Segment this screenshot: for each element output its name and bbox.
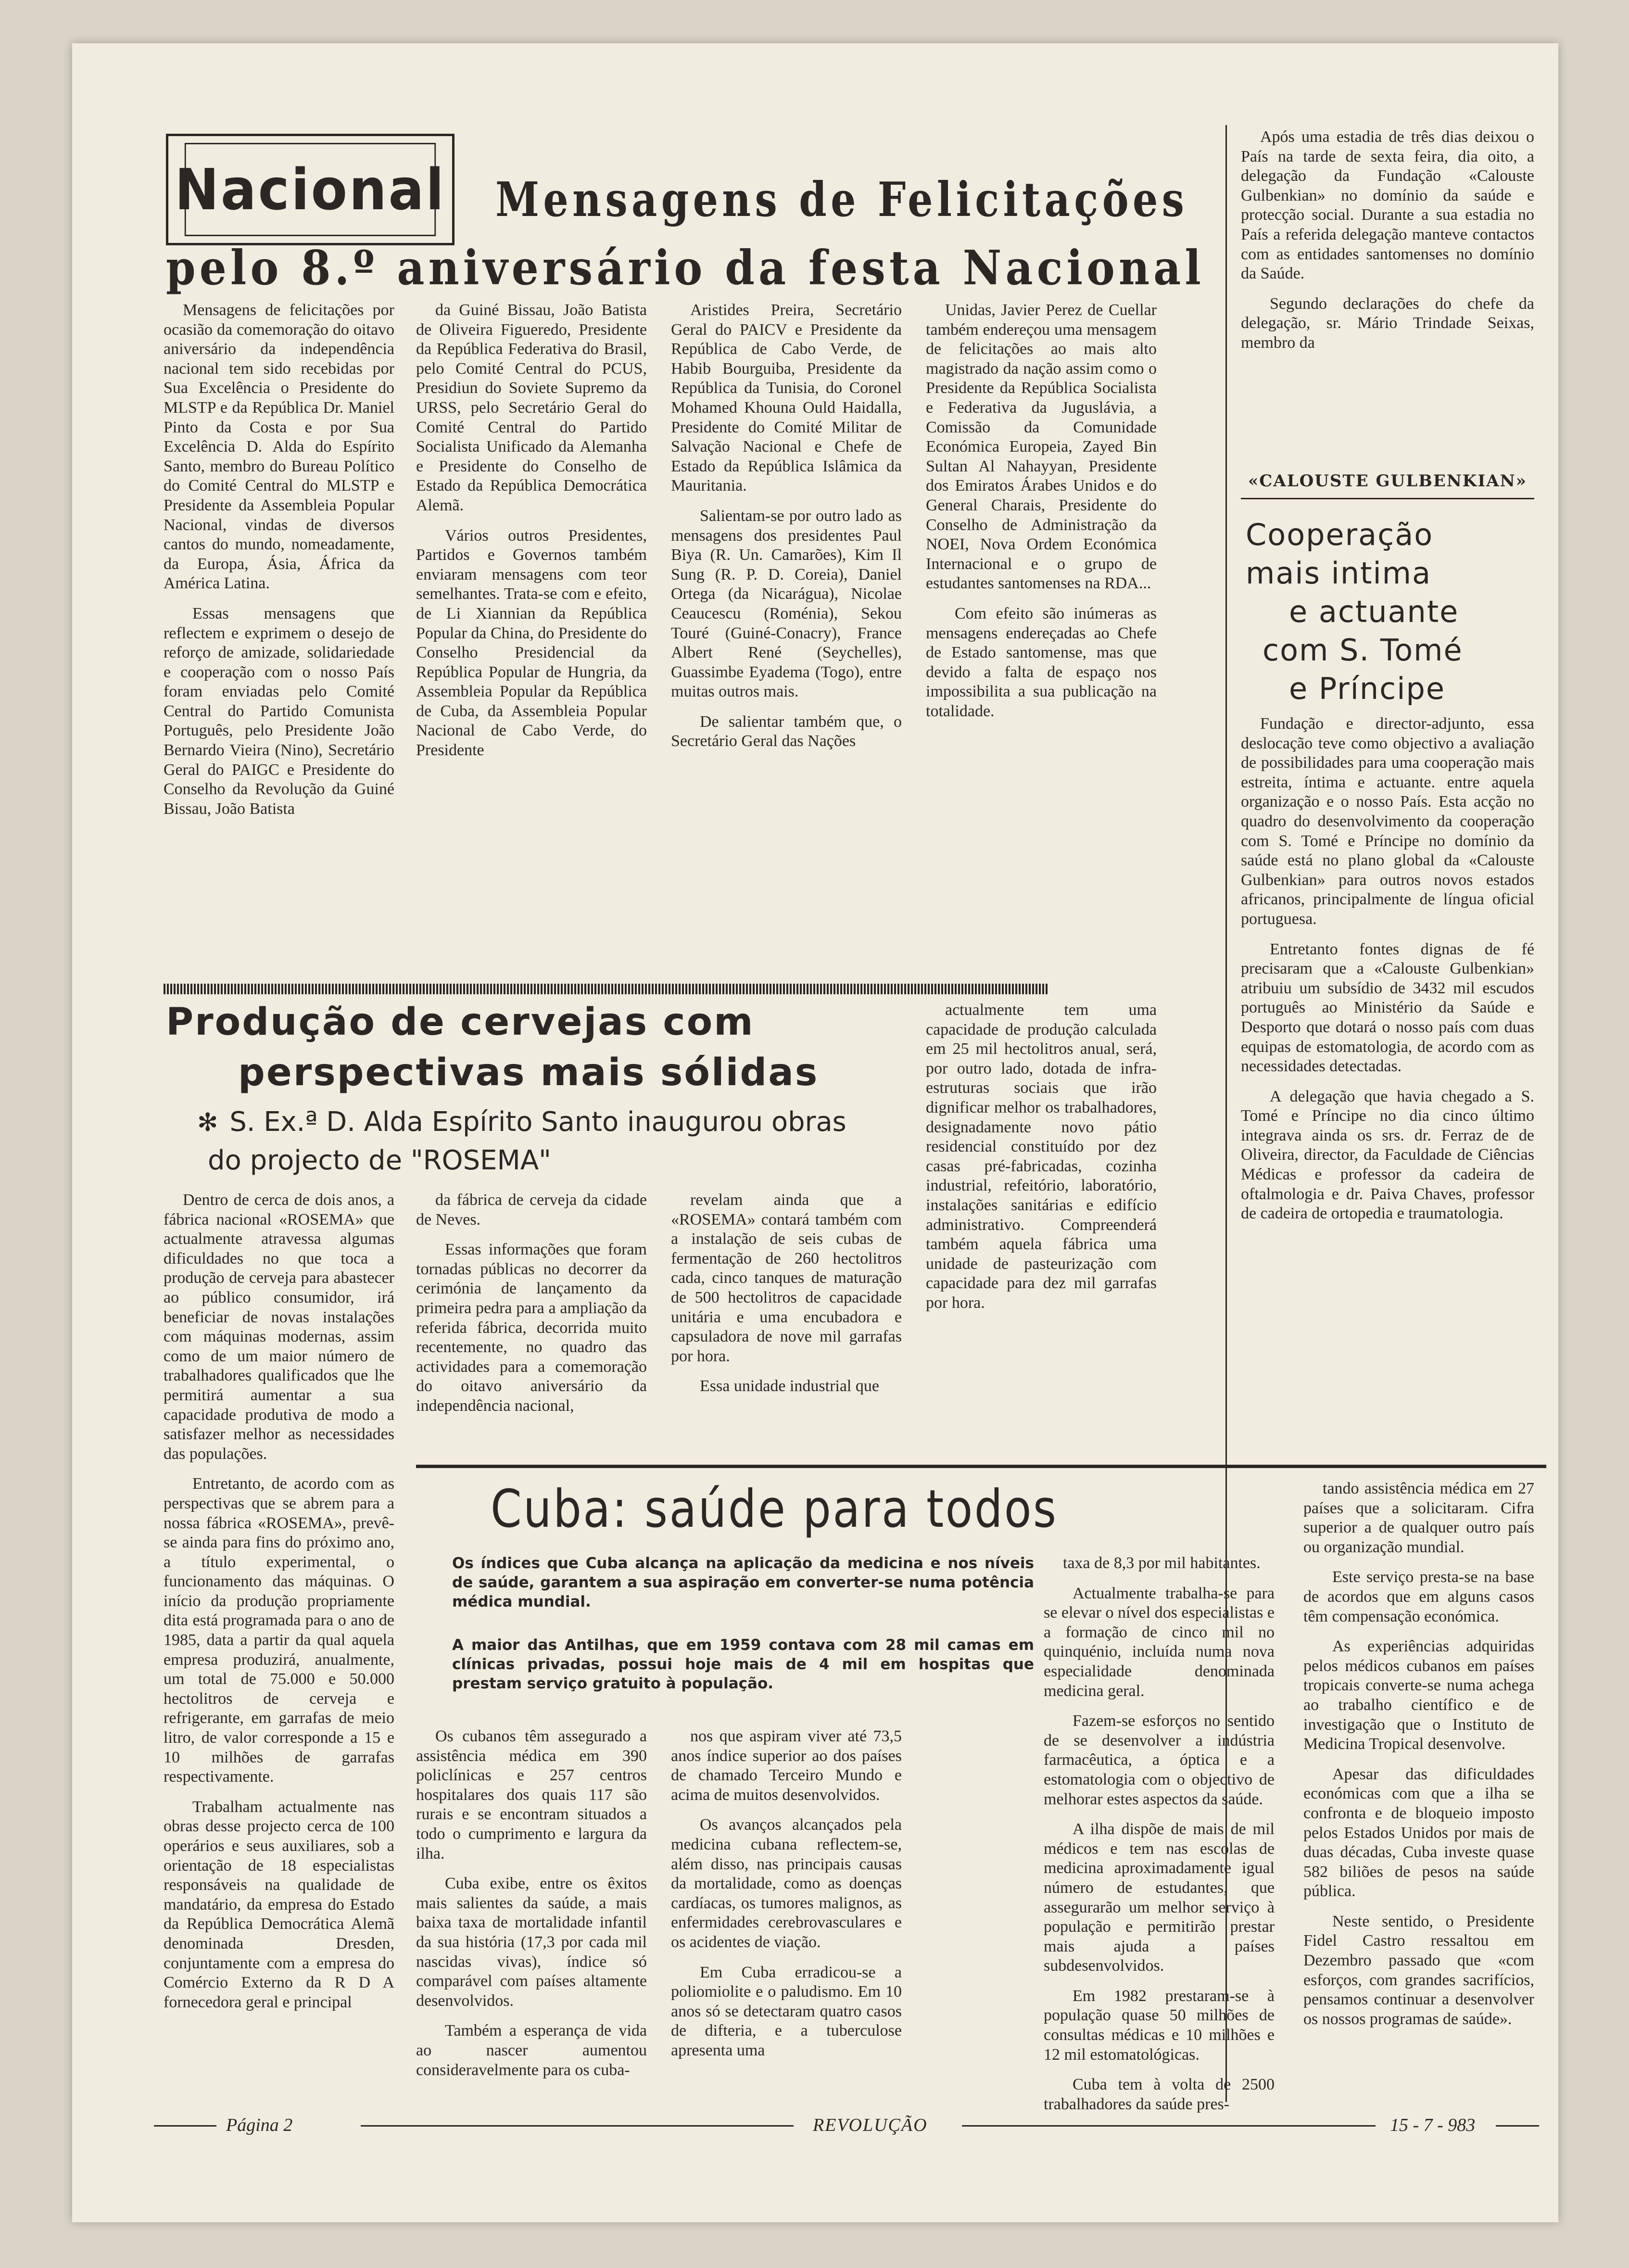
newspaper-page: [72, 43, 1558, 2222]
article4-headline-line2: mais intima: [1246, 556, 1432, 591]
article3-headline: Cuba: saúde para todos: [491, 1479, 1058, 1539]
article3-column: nos que aspiram viver até 73,5 anos índice superior ao dos países de chamado Terceiro Mundo e acima de muitos desenvolvidos. Os avanços alcançados pela medicina cubana reflectem-se, além disso, nas principais causas da mortalidade, como as doenças cardíacas, os tumores malignos, as enfermidades cerebrovasculares e os acidentes de viação. Em Cuba erradicou-se a poliomiolite e o paludismo. Em 10 anos só se detectaram quatro casos de difteria, e a tuberculose apresenta uma: [671, 1727, 902, 2059]
article2-headline-line2: perspectivas mais sólidas: [238, 1051, 819, 1094]
emblem-underline: [1241, 498, 1534, 499]
article4-headline-line1: Cooperação: [1246, 517, 1434, 552]
article2-column: revelam ainda que a «ROSEMA» contará também com a instalação de seis cubas de fermentação de 260 hectolitros cada, cinco tanques de maturação de 500 hectolitros de capacidade unitária e uma encubadora e capsuladora de nove mil garrafas por hora. Essa unidade industrial que: [671, 1191, 902, 1395]
section-label: Nacional: [185, 143, 436, 236]
footer-date: 15 - 7 - 983: [1390, 2115, 1476, 2135]
article1-column: Mensagens de felicitações por ocasião da comemoração do oitavo aniversário da independência nacional tem sido recebidas por Sua Excelência o Presidente do MLSTP e da República Dr. Maniel Pinto da Costa e por Sua Excelência D. Alda do Espírito Santo, membro do Bureau Político do Comité Central do MLSTP e Presidente da Assembleia Popular Nacional, vindas de diversos cantos do mundo, nomeadamente, da Europa, Ásia, África da América Latina. Essas mensagens que reflectem e exprimem o desejo de reforço de amizade, solidariedade e cooperação com o nosso País foram enviadas pelo Comité Central do Partido Comunista Português, pelo Presidente João Bernardo Vieira (Nino), Secretário Geral do PAIGC e Presidente do Conselho da Revolução da Guiné Bissau, João Batista: [164, 301, 394, 818]
footer-line-mid-right: [962, 2125, 1376, 2127]
article3-column: Os cubanos têm assegurado a assistência médica em 390 policlínicas e 257 centros hospitalares dos quais 117 são rurais e se encontram situados a todo o cumprimento e largura da ilha. Cuba exibe, entre os êxitos mais salientes da saúde, a mais baixa taxa de mortalidade infantil da sua história (17,3 por cada mil nascidas vivas), índice só comparável com países altamente desenvolvidos. Também a esperança de vida ao nascer aumentou consideravelmente para os cuba-: [416, 1727, 647, 2079]
footer-line-mid-left: [361, 2125, 794, 2127]
asterisk-icon: ✻: [197, 1108, 218, 1137]
article2-column: da fábrica de cerveja da cidade de Neves. Essas informações que foram tornadas públicas no decorrer da cerimónia de lançamento da primeira pedra para a ampliação da referida fábrica, decorrida muito recentemente, no quadro das actividades para a comemoração do oitavo aniversário da independência nacional,: [416, 1191, 647, 1415]
article4-headline-line3: e actuante: [1289, 594, 1459, 629]
article1-column: da Guiné Bissau, João Batista de Oliveira Figueredo, Presidente da República Federativa do Brasil, pelo Comité Central do PCUS, Presidiun do Soviete Supremo da URSS, pelo Secretário Geral do Comité Central do Partido Socialista Unificado da Alemanha e Presidente do Conselho de Estado da República Democrática Alemã. Vários outros Presidentes, Partidos e Governos também enviaram mensagens com teor semelhantes. Trata-se com e efeito, de Li Xiannian da República Popular da China, do Presidente do Conselho Presidencial da República Popular de Hungria, da Assembleia Popular da República de Cuba, da Assembleia Popular Nacional de Cabo Verde, do Presidente: [416, 301, 647, 760]
footer-line-right: [1496, 2125, 1539, 2127]
article3-intro-1: Os índices que Cuba alcança na aplicação da medicina e nos níveis de saúde, garantem a sua aspiração em converter-se numa potência médica mundial.: [452, 1555, 1034, 1610]
article1-headline-line1: Mensagens de Felicitações: [495, 172, 1188, 228]
article2-subhead-line2: do projecto de "ROSEMA": [208, 1145, 551, 1176]
article4-headline-line4: com S. Tomé: [1263, 633, 1463, 668]
article2-column: actualmente tem uma capacidade de produção calculada em 25 mil hectolitros anual, será, por outro lado, dotada de infra-estruturas sociais que irão dignificar melhor os trabalhadores, designadamente novo pátio residencial constituído por dez casas pré-fabricadas, cozinha industrial, refeitório, laboratório, instalações sanitárias e edifício administrativo. Compreenderá também aquela fábrica uma unidade de pasteurização com capacidade para dez mil garrafas por hora.: [926, 1001, 1157, 1312]
section-label-box: [166, 134, 455, 245]
article1-column: Aristides Preira, Secretário Geral do PAICV e Presidente da República de Cabo Verde, de Habib Bourguiba, Presidente da República da Tunisia, do Coronel Mohamed Khouna Ould Haidalla, Presidente do Comité Militar de Salvação Nacional e Chefe de Estado da República Islâmica da Mauritania. Salientam-se por outro lado as mensagens dos presidentes Paul Biya (R. Un. Camarões), Kim Il Sung (R. P. D. Coreia), Daniel Ortega (da Nicarágua), Nicolae Ceaucescu (Roménia), Sekou Touré (Guiné-Conacry), France Albert René (Seychelles), Guassimbe Eyadema (Togo), entre muitas outros mais. De salientar também que, o Secretário Geral das Nações: [671, 301, 902, 750]
section-divider: [416, 1465, 1546, 1468]
article4-column-bottom: Fundação e director-adjunto, essa deslocação teve como objectivo a avaliação de possibilidades para uma cooperação mais estreita, íntima e actuante. entre aquela organização e o nosso País. Esta acção no quadro do desenvolvimento da cooperação com S. Tomé e Príncipe no domínio da saúde está no plano global da «Calouste Gulbenkian» para outros novos estados africanos, principalmente de língua oficial portuguesa. Entretanto fontes dignas de fé precisaram que a «Calouste Gulbenkian» atribuiu um subsídio de 3432 mil escudos português ao Ministério da Saúde e Desporto que dotará o nosso país com duas equipas de estomatologia, de acordo com as necessidades detectadas. A delegação que havia chegado a S. Tomé e Príncipe no dia cinco último integrava ainda os srs. dr. Ferraz de de Oliveira, director, da Faculdade de Ciências Médicas e professor da cadeira de oftalmologia e dr. Paiva Chaves, professor de cadeira de ortopedia e traumatologia.: [1241, 715, 1534, 1223]
article1-headline-line2: pelo 8.º aniversário da festa Nacional: [166, 241, 1205, 296]
article3-column: tando assistência médica em 27 países que a solicitaram. Cifra superior a de qualquer outro país ou organização mundial. Este serviço presta-se na base de acordos que em alguns casos têm compensação económica. As experiências adquiridas pelos médicos cubanos em países tropicais converte-se numa achega ao trabalho científico e de investigação que o Instituto de Medicina Tropical desenvolve. Apesar das dificuldades económicas com que a ilha se confronta e de bloqueio imposto pelos Estados Unidos por mais de duas décadas, Cuba investe quase 582 biliões de pesos na saúde pública. Neste sentido, o Presidente Fidel Castro ressaltou em Dezembro passado que «com esforços, com grandes sacrifícios, pensamos continuar a desenvolver os nossos programas de saúde».: [1303, 1480, 1534, 2028]
gulbenkian-emblem: «CALOUSTE GULBENKIAN»: [1248, 471, 1527, 491]
article4-headline-line5: e Príncipe: [1289, 671, 1445, 706]
article3-intro-2: A maior das Antilhas, que em 1959 contava com 28 mil camas em clínicas privadas, possui hoje mais de 4 mil em hospitas que prestam serviço gratuito à população.: [452, 1636, 1034, 1692]
article3-column: taxa de 8,3 por mil habitantes. Actualmente trabalha-se para se elevar o nível dos especialistas e a formação de cinco mil no quinquénio, incluída numa nova especialidade denominada medicina geral. Fazem-se esforços no sentido de se desenvolver a indústria farmacêutica, a óptica e a estomatologia com o objectivo de melhorar estes aspectos da saúde. A ilha dispõe de mais de mil médicos e tem nas escolas de medicina aproximadamente igual número de estudantes, que assegurarão um melhor serviço à população e permitirão prestar mais ajuda a países subdesenvolvidos. Em 1982 prestaram-se à população quase 50 milhões de consultas médicas e 10 milhões e 12 mil estomatológicas. Cuba tem à volta de 2500 trabalhadores da saúde pres-: [1044, 1554, 1275, 2113]
article1-column: Unidas, Javier Perez de Cuellar também endereçou uma mensagem de felicitações ao mais alto magistrado da nação assim como o Presidente da República Socialista e Federativa da Jugusláviа, a Comissão da Comunidade Económica Europeia, Zayed Bin Sultan Al Nahayyan, Presidente dos Emiratos Árabes Unidos e do General Charais, Presidente do Conselho de Administração da NOEI, Nova Ordem Económica Internacional e o grupo de estudantes santomenses na RDA... Com efeito são inúmeras as mensagens endereçadas ao Chefe de Estado santomense, mas que devido a falta de espaço nos impossibilita a sua publicação na totalidade.: [926, 301, 1157, 720]
footer-page-number: Página 2: [226, 2115, 293, 2135]
footer-paper-name: REVOLUÇÃO: [813, 2115, 928, 2135]
article4-column-top: Após uma estadia de três dias deixou o País na tarde de sexta feira, dia oito, a delegação da Fundação «Calouste Gulbenkian» no domínio da saúde e protecção social. Durante a sua estadia no País a referida delegação manteve contactos com as entidades santomenses no domínio da Saúde. Segundo declarações do chefe da delegação, sr. Mário Trindade Seixas, membro da: [1241, 128, 1534, 352]
article2-subhead-line1: ✻ S. Ex.ª D. Alda Espírito Santo inaugurou obras: [197, 1106, 846, 1138]
article2-column: Dentro de cerca de dois anos, a fábrica nacional «ROSEMA» que actualmente atravessa algumas dificuldades no que toca a produção de cerveja para abastecer ao público consumidor, irá beneficiar de novas instalações com máquinas modernas, assim como de um maior número de trabalhadores qualificados que lhe permitirá aumentar a sua capacidade produtiva de modo a satisfazer melhor as necessidades das populações. Entretanto, de acordo com as perspectivas que se abrem para a nossa fábrica «ROSEMA», prevê-se ainda para fins do próximo ano, a título experimental, o funcionamento das máquinas. O início da produção propriamente dita está programada para o ano de 1985, data a partir da qual aquela empresa produzirá, anualmente, um total de 75.000 e 50.000 hectolitros de cerveja e refrigerante, em garrafas de meio litro, de valor corresponde a 15 e 10 milhões de garrafas respectivamente. Trabalham actualmente nas obras desse projecto cerca de 100 operários e seus auxiliares, sob a orientação de 18 especialistas responsáveis na qualidade de mandatário, da empresa do Estado da República Democrática Alemã denominada Dresden, conjuntamente com a empresa do Comércio Externo da R D A fornecedora geral e principal: [164, 1191, 394, 2011]
hatched-divider: [164, 984, 1048, 994]
article2-headline-line1: Produção de cervejas com: [166, 1001, 755, 1044]
footer-line-left: [154, 2125, 216, 2127]
